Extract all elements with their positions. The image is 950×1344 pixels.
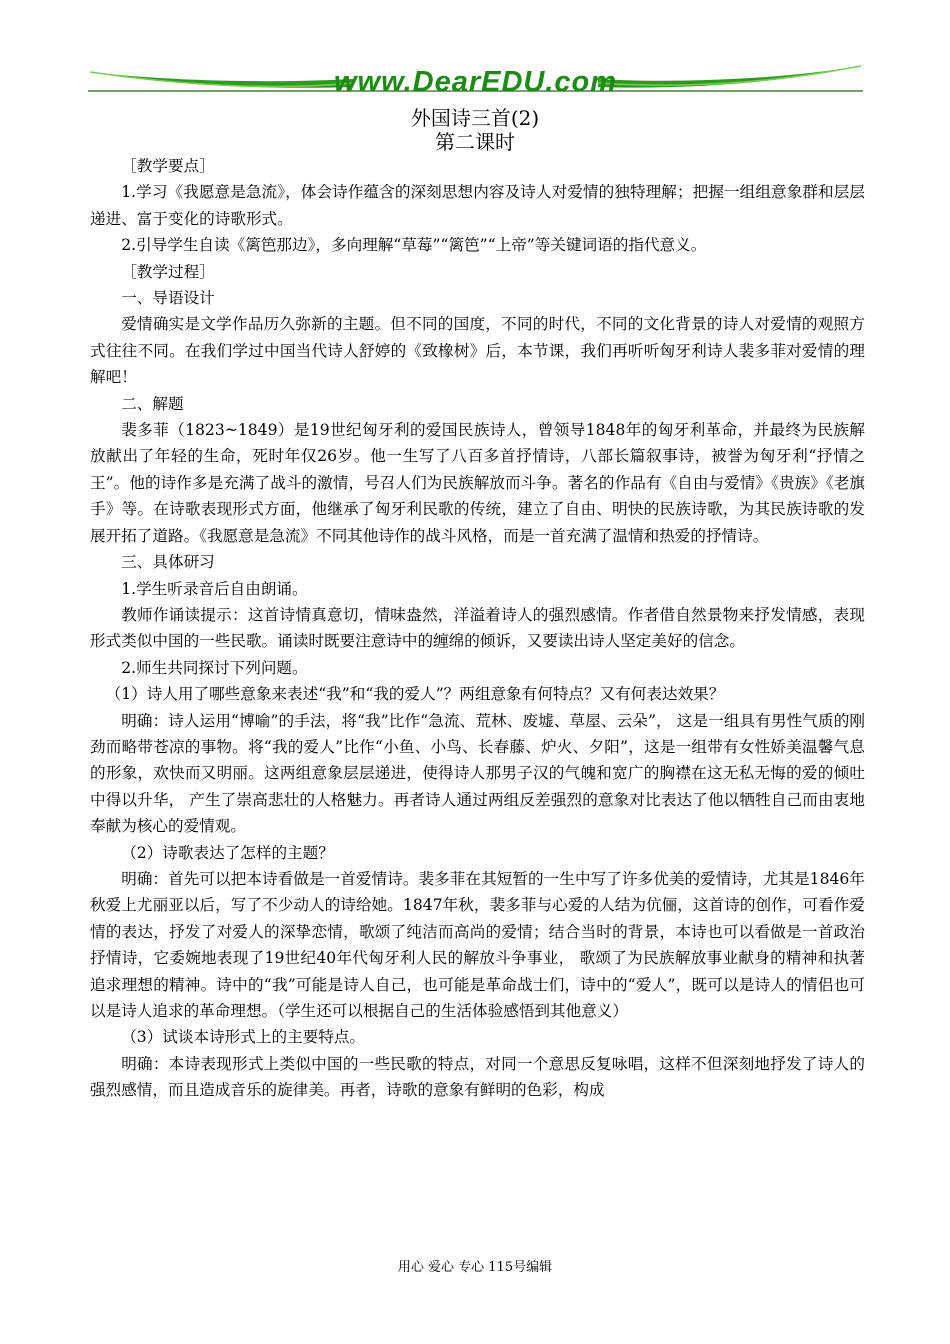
section-heading: ［教学过程］ [121, 262, 215, 281]
question: （1）诗人用了哪些意象来表述“我”和“我的爱人”？两组意象有何特点？又有何表达效果？ [105, 685, 725, 704]
paragraph: 裴多菲（1823~1849）是19世纪匈牙利的爱国民族诗人，曾领导1848年的匈牙利革命，并最终为民族解放献出了年轻的生命，死时年仅26岁。他一生写了八百多首抒情诗，八部长篇叙事诗，被誉为匈牙利“抒情之王”。他的诗作多是充满了战斗的激情，号召人们为民族解放而斗争。著名的作品有《自由与爱情》《贵族》《老旗手》等。在诗歌表现形式方面，他继承了匈牙利民歌的传统，建立了自由、明快的民族诗歌，为其民族诗歌的发展开拓了道路。《我愿意是急流》不同其他诗作的战斗风格，而是一首充满了温情和热爱的抒情诗。 [90, 421, 865, 545]
site-banner [88, 60, 863, 104]
banner-url: www.DearEDU.com [333, 66, 618, 98]
page-footer: 用心 爱心 专心 115号编辑 [397, 1260, 553, 1275]
question: （3）试谈本诗形式上的主要特点。 [121, 1028, 366, 1047]
section-heading: ［教学要点］ [121, 157, 215, 175]
section-heading: 二、解题 [121, 394, 184, 413]
answer-paragraph: 明确：本诗表现形式上类似中国的一些民歌的特点，对同一个意思反复咏唱，这样不但深刻地抒发了诗人的强烈感情，而且造成音乐的旋律美。再者，诗歌的意象有鲜明的色彩，构成 [90, 1054, 865, 1100]
page-title: 外国诗三首(2) [410, 106, 540, 130]
paragraph: 2.引导学生自读《篱笆那边》，多向理解“草莓”“篱笆”“上帝”等关键词语的指代意义。 [121, 236, 707, 255]
section-heading: 一、导语设计 [121, 289, 215, 308]
paragraph: 2.师生共同探讨下列问题。 [121, 658, 308, 677]
paragraph: 教师作诵读提示：这首诗情真意切，情味盎然，洋溢着诗人的强烈感情。作者借自然景物来抒发情感，表现形式类似中国的一些民歌。诵读时既要注意诗中的缠绵的倾诉，又要读出诗人坚定美好的信念。 [90, 605, 865, 651]
paragraph: 1.学习《我愿意是急流》，体会诗作蕴含的深刻思想内容及诗人对爱情的独特理解；把握一组组意象群和层层递进、富于变化的诗歌形式。 [90, 183, 865, 228]
paragraph: 爱情确实是文学作品历久弥新的主题。但不同的国度，不同的时代，不同的文化背景的诗人对爱情的观照方式往往不同。在我们学过中国当代诗人舒婷的《致橡树》后，本节课，我们再听听匈牙利诗人裴多菲对爱情的理解吧！ [90, 315, 865, 387]
question: （2）诗歌表达了怎样的主题？ [121, 843, 334, 862]
answer-paragraph: 明确：诗人运用“博喻”的手法，将“我”比作“急流、荒林、废墟、草屋、云朵”， 这是一组具有男性气质的刚劲而略带苍凉的事物。将“我的爱人”比作“小鱼、小鸟、长春藤、炉火、夕阳”，这是一组带有女性娇美温馨气息的形象，欢快而又明丽。这两组意象层层递进，使得诗人那男子汉的气魄和宽广的胸襟在这无私无悔的爱的倾吐中得以升华， 产生了崇高悲壮的人格魅力。再者诗人通过两组反差强烈的意象对比表达了他以牺牲自己而由衷地奉献为核心的爱情观。 [90, 711, 865, 836]
answer-paragraph: 明确：首先可以把本诗看做是一首爱情诗。裴多菲在其短暂的一生中写了许多优美的爱情诗，尤其是1846年秋爱上尤丽亚以后，写了不少动人的诗给她。1847年秋，裴多菲与心爱的人结为伉俪，这首诗的创作，可看作爱情的表达，抒发了对爱人的深挚恋情，歌颂了纯洁而高尚的爱情；结合当时的背景，本诗也可以看做是一首政治抒情诗，它委婉地表现了19世纪40年代匈牙利人民的解放斗争事业， 歌颂了为民族解放事业献身的精神和执著追求理想的精神。诗中的“我”可能是诗人自己，也可能是革命战士们，诗中的“爱人”，既可以是诗人的情侣也可以是诗人追求的革命理想。（学生还可以根据自己的生活体验感悟到其他意义） [90, 869, 865, 1020]
section-heading: 三、具体研习 [121, 553, 215, 572]
paragraph: 1.学生听录音后自由朗诵。 [121, 579, 308, 598]
document-body [90, 153, 865, 1104]
page-subtitle: 第二课时 [435, 130, 515, 154]
